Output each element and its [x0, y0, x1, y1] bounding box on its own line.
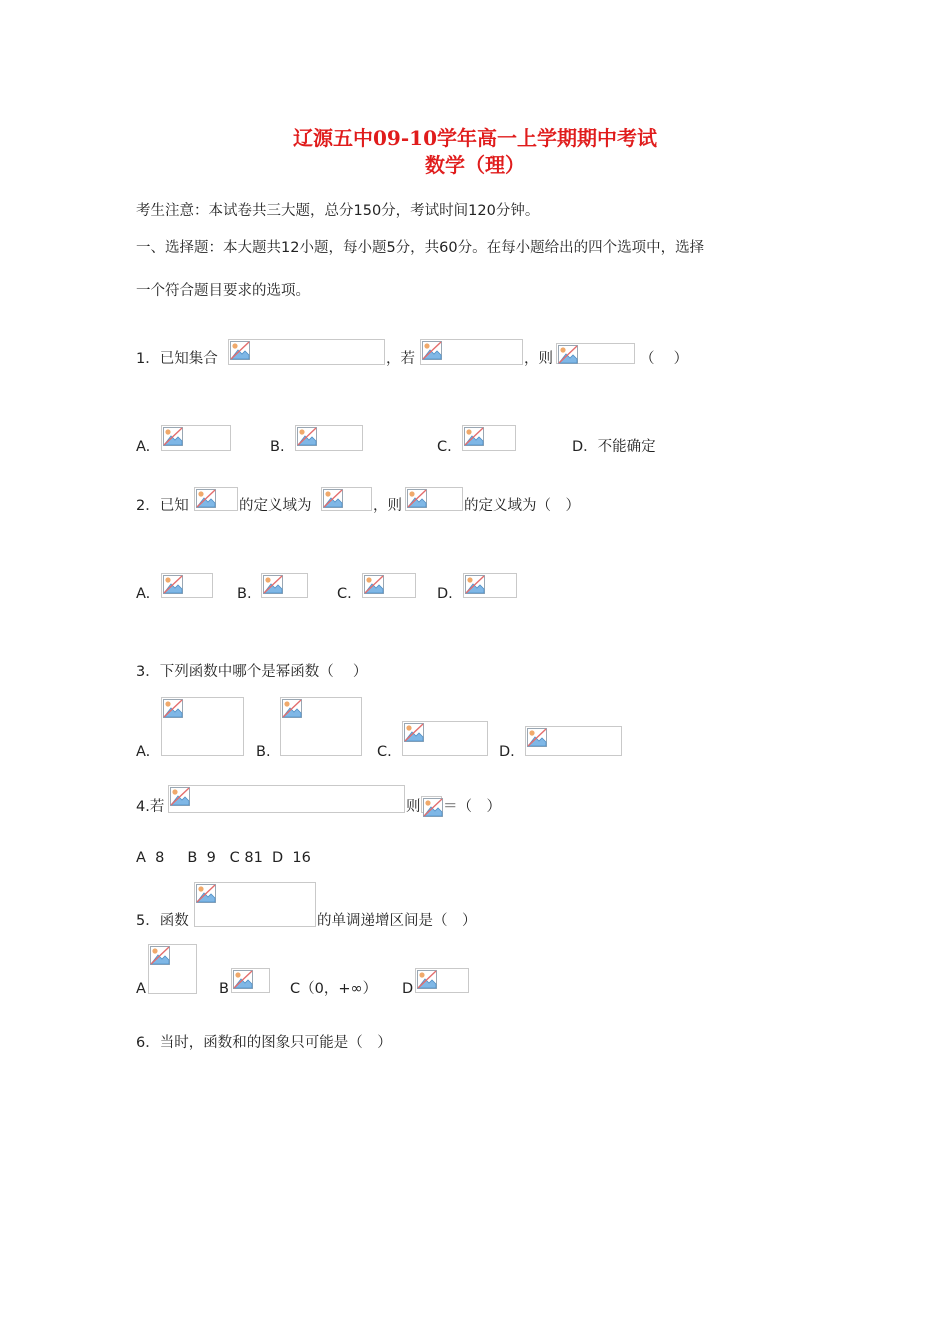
broken-image-icon	[405, 487, 463, 511]
q2-option-c: C.	[337, 586, 352, 602]
broken-image-icon	[161, 573, 213, 598]
q3-stem: 3．下列函数中哪个是幂函数（ ）	[136, 664, 368, 680]
broken-image-icon	[462, 425, 516, 451]
q3-option-b: B.	[256, 744, 271, 760]
broken-image-icon	[194, 487, 238, 511]
broken-image-icon	[556, 343, 635, 364]
broken-image-icon	[231, 968, 270, 993]
q1-option-c: C.	[437, 439, 452, 455]
broken-image-icon	[420, 339, 523, 365]
q2-stem-part3: ，则	[373, 498, 402, 514]
q2-option-b: B.	[237, 586, 252, 602]
section-heading-line1: 一、选择题：本大题共12小题，每小题5分，共60分。在每小题给出的四个选项中，选择	[136, 240, 705, 256]
q1-stem-part3: ，则	[524, 351, 553, 367]
q3-option-d: D.	[499, 744, 515, 760]
q2-stem-part2: 的定义域为	[239, 498, 312, 514]
broken-image-icon	[168, 785, 405, 813]
q5-option-d: D	[402, 981, 414, 997]
q1-option-d: D．不能确定	[572, 439, 656, 455]
broken-image-icon	[421, 796, 442, 813]
broken-image-icon	[161, 425, 231, 451]
broken-image-icon	[148, 944, 197, 994]
q6-stem: 6．当时，函数和的图象只可能是（ ）	[136, 1035, 392, 1051]
q5-option-c: C（0，+∞）	[290, 981, 378, 997]
q1-stem-part2: ，若	[386, 351, 415, 367]
broken-image-icon	[402, 721, 488, 756]
broken-image-icon	[280, 697, 362, 756]
q1-stem-part1: 1．已知集合	[136, 351, 218, 367]
exam-subtitle: 数学（理）	[425, 153, 525, 177]
broken-image-icon	[525, 726, 622, 756]
broken-image-icon	[415, 968, 469, 993]
q3-option-a: A.	[136, 744, 151, 760]
q5-option-a: A	[136, 981, 146, 997]
broken-image-icon	[161, 697, 244, 756]
q4-options: A 8 B 9 C 81 D 16	[136, 850, 311, 866]
section-heading-line2: 一个符合题目要求的选项。	[136, 283, 310, 299]
broken-image-icon	[295, 425, 363, 451]
q4-stem-part2: 则	[406, 799, 421, 815]
q5-stem-part1: 5．函数	[136, 913, 189, 929]
broken-image-icon	[228, 339, 385, 365]
broken-image-icon	[463, 573, 517, 598]
q2-option-a: A.	[136, 586, 151, 602]
broken-image-icon	[261, 573, 308, 598]
q2-stem-part1: 2．已知	[136, 498, 189, 514]
q2-option-d: D.	[437, 586, 453, 602]
q2-stem-part4: 的定义域为（ ）	[464, 498, 580, 514]
q5-stem-part2: 的单调递增区间是（ ）	[317, 913, 477, 929]
q3-option-c: C.	[377, 744, 392, 760]
exam-notice: 考生注意：本试卷共三大题，总分150分，考试时间120分钟。	[136, 203, 540, 219]
q4-stem-part1: 4.若	[136, 799, 165, 815]
q1-answer-paren: （ ）	[640, 351, 689, 367]
q4-stem-part3: ＝（ ）	[443, 799, 501, 815]
broken-image-icon	[194, 882, 316, 927]
exam-title: 辽源五中09-10学年高一上学期期中考试	[293, 126, 657, 150]
broken-image-icon	[321, 487, 372, 511]
q5-option-b: B	[219, 981, 229, 997]
q1-option-b: B.	[270, 439, 285, 455]
broken-image-icon	[362, 573, 416, 598]
q1-option-a: A.	[136, 439, 151, 455]
